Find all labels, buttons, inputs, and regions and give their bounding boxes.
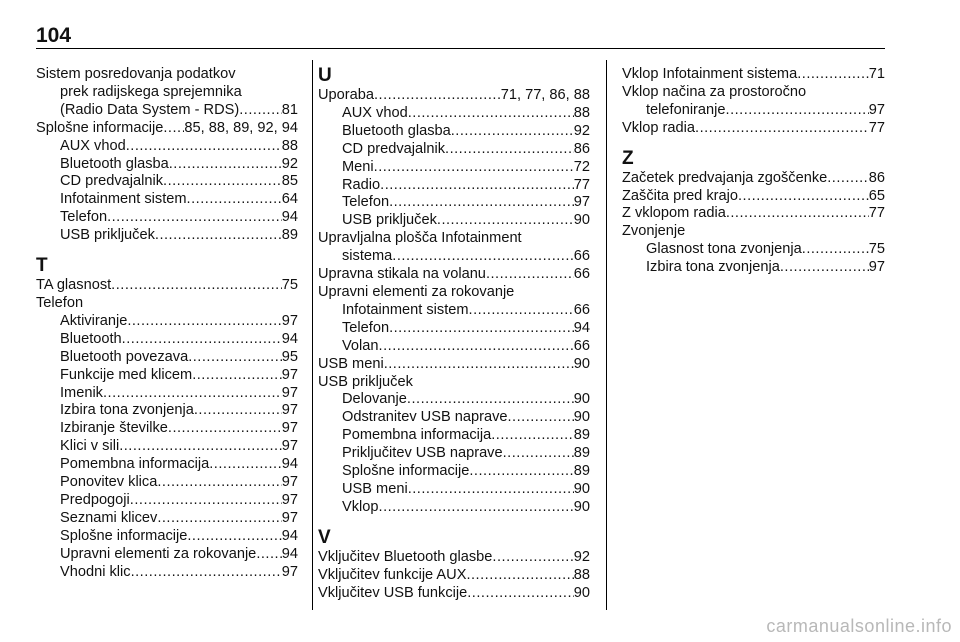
entry-page: 97 (281, 312, 298, 329)
entry-page: 92 (281, 155, 298, 172)
entry-page: 71 (868, 66, 885, 82)
entry-page: 94 (281, 456, 298, 473)
index-entry (622, 170, 885, 188)
entry-text: CD predvajalnik (60, 173, 164, 190)
entry-text: Volan (342, 337, 379, 354)
index-entry (622, 259, 885, 277)
entry-page: 85, 88, 89, 92, 94 (184, 119, 298, 136)
entry-page: 89 (573, 427, 590, 444)
index-entry (622, 66, 885, 84)
index-entry (36, 367, 298, 385)
index-entry (318, 266, 590, 284)
index-entry (36, 191, 298, 209)
entry-text: Vključitev Bluetooth glasbe (318, 548, 493, 565)
index-entry: Sistem posredovanja podatkov (36, 66, 236, 82)
index-entry (622, 102, 885, 120)
index-entry: prek radijskega sprejemnika (60, 83, 242, 100)
entry-page: 90 (573, 391, 590, 408)
entry-page: 88 (573, 104, 590, 121)
entry-page: 90 (573, 355, 590, 372)
entry-text: USB meni (318, 355, 384, 372)
index-entry (36, 510, 298, 528)
entry-text: Vklop (342, 498, 379, 515)
entry-page: 97 (281, 563, 298, 580)
index-entry: Upravljalna plošča Infotainment (318, 230, 522, 247)
entry-text: Vklop radia (622, 119, 696, 136)
index-entry (36, 156, 298, 174)
index-column-2 (318, 66, 590, 602)
index-entry (36, 492, 298, 510)
entry-page: 85 (281, 173, 298, 190)
index-entry: Vklop načina za prostoročno (622, 83, 807, 100)
entry-page: 97 (281, 474, 298, 491)
watermark: carmanualsonline.info (766, 616, 952, 636)
entry-page: 86 (868, 169, 885, 186)
index-entry (36, 277, 298, 295)
entry-page: 90 (573, 409, 590, 426)
index-entry (318, 212, 590, 230)
index-entry (36, 313, 298, 331)
index-entry: Telefon (36, 294, 84, 311)
entry-text: Ponovitev klica (60, 474, 158, 491)
entry-text: Meni (342, 158, 374, 175)
entry-page: 64 (281, 191, 298, 208)
index-entry (318, 320, 590, 338)
entry-page: 88 (573, 566, 590, 583)
entry-page: 94 (281, 527, 298, 544)
entry-text: Izbiranje številke (60, 420, 168, 437)
entry-text: Predpogoji (60, 491, 130, 508)
index-entry (318, 463, 590, 481)
entry-page: 97 (281, 402, 298, 419)
index-entry (318, 123, 590, 141)
entry-text: Infotainment sistem (60, 191, 187, 208)
section-letter: Z (622, 147, 634, 169)
entry-text: Začetek predvajanja zgoščenke (622, 169, 828, 186)
index-column-3 (622, 66, 885, 277)
entry-page: 92 (573, 548, 590, 565)
section-letter: V (318, 526, 331, 548)
entry-page: 94 (281, 330, 298, 347)
entry-page: 97 (281, 509, 298, 526)
index-entry (36, 564, 298, 582)
entry-page: 90 (573, 584, 590, 601)
entry-page: 77 (868, 205, 885, 222)
index-entry (318, 391, 590, 409)
index-entry (36, 349, 298, 367)
entry-page: 75 (281, 277, 298, 294)
entry-text: Bluetooth glasba (342, 122, 451, 139)
index-entry: Upravni elementi za rokovanje (318, 283, 515, 300)
index-entry (318, 409, 590, 427)
index-entry (318, 481, 590, 499)
index-entry (36, 209, 298, 227)
index-entry (318, 585, 590, 603)
entry-text: Splošne informacije (342, 463, 470, 480)
index-entry (36, 546, 298, 564)
entry-text: Bluetooth povezava (60, 348, 189, 365)
entry-text: Imenik (60, 384, 103, 401)
index-entry (36, 102, 298, 120)
entry-page: 90 (573, 480, 590, 497)
entry-page: 77 (573, 176, 590, 193)
column-divider-right (606, 60, 607, 610)
index-entry (318, 445, 590, 463)
entry-text: CD predvajalnik (342, 140, 446, 157)
entry-text: Vklop Infotainment sistema (622, 66, 798, 82)
entry-text: Odstranitev USB naprave (342, 409, 508, 426)
entry-page: 95 (281, 348, 298, 365)
entry-page: 89 (573, 445, 590, 462)
index-entry (318, 159, 590, 177)
entry-page: 97 (573, 194, 590, 211)
entry-page: 89 (281, 227, 298, 244)
index-entry (36, 474, 298, 492)
entry-text: Bluetooth (60, 330, 122, 347)
index-entry (622, 188, 885, 206)
index-entry (318, 427, 590, 445)
page-number: 104 (36, 24, 72, 47)
entry-page: 97 (281, 438, 298, 455)
index-entry (318, 302, 590, 320)
index-entry (36, 331, 298, 349)
index-entry (318, 177, 590, 195)
section-letter: T (36, 255, 48, 277)
entry-text: Splošne informacije (36, 119, 164, 136)
entry-page: 89 (573, 463, 590, 480)
entry-page: 65 (868, 187, 885, 204)
entry-text: USB meni (342, 480, 408, 497)
column-divider-left (312, 60, 313, 610)
entry-page: 92 (573, 122, 590, 139)
entry-text: Izbira tona zvonjenja (60, 402, 194, 419)
entry-text: Aktiviranje (60, 312, 128, 329)
entry-text: AUX vhod (60, 137, 126, 154)
entry-text: AUX vhod (342, 104, 408, 121)
index-entry (36, 227, 298, 245)
entry-text: Glasnost tona zvonjenja (646, 241, 802, 258)
entry-page: 86 (573, 140, 590, 157)
entry-page: 97 (868, 259, 885, 276)
entry-page: 66 (573, 266, 590, 283)
index-entry (36, 402, 298, 420)
entry-text: Z vklopom radia (622, 205, 726, 222)
entry-text: Zaščita pred krajo (622, 187, 738, 204)
entry-page: 77 (868, 119, 885, 136)
index-entry (36, 173, 298, 191)
entry-text: Klici v sili (60, 438, 120, 455)
index-entry (318, 141, 590, 159)
entry-text: Radio (342, 176, 381, 193)
entry-text: Funkcije med klicem (60, 366, 193, 383)
index-entry (36, 420, 298, 438)
entry-page: 90 (573, 212, 590, 229)
entry-page: 71, 77, 86, 88 (500, 87, 590, 103)
entry-page: 97 (868, 101, 885, 118)
index-entry (318, 105, 590, 123)
index-entry (318, 338, 590, 356)
entry-page: 90 (573, 498, 590, 515)
index-entry (622, 205, 885, 223)
index-entry (318, 87, 590, 105)
entry-text: Izbira tona zvonjenja (646, 259, 780, 276)
entry-page: 94 (281, 545, 298, 562)
entry-page: 97 (281, 420, 298, 437)
entry-page: 94 (573, 319, 590, 336)
entry-page: 72 (573, 158, 590, 175)
index-entry (622, 120, 885, 138)
index-entry (318, 356, 590, 374)
entry-text: Pomembna informacija (342, 427, 492, 444)
entry-text: sistema (342, 248, 393, 265)
entry-text: Vključitev USB funkcije (318, 584, 468, 601)
index-entry (36, 528, 298, 546)
entry-text: Vhodni klic (60, 563, 131, 580)
index-entry (36, 120, 298, 138)
index-entry (36, 138, 298, 156)
section-letter: U (318, 65, 332, 86)
entry-text: Infotainment sistem (342, 301, 469, 318)
index-entry (318, 248, 590, 266)
entry-page: 66 (573, 301, 590, 318)
entry-page: 97 (281, 491, 298, 508)
index-entry (318, 567, 590, 585)
entry-text: USB priključek (342, 212, 437, 229)
entry-text: Telefon (342, 194, 390, 211)
entry-text: Upravna stikala na volanu (318, 266, 486, 283)
entry-text: Pomembna informacija (60, 456, 210, 473)
entry-page: 66 (573, 248, 590, 265)
entry-text: TA glasnost (36, 277, 112, 294)
entry-text: Delovanje (342, 391, 407, 408)
entry-page: 75 (868, 241, 885, 258)
entry-text: Telefon (60, 209, 108, 226)
entry-page: 94 (281, 209, 298, 226)
header-rule (36, 48, 885, 49)
entry-page: 88 (281, 137, 298, 154)
index-entry: USB priključek (318, 373, 413, 390)
entry-text: telefoniranje (646, 101, 726, 118)
entry-text: Telefon (342, 319, 390, 336)
entry-page: 97 (281, 384, 298, 401)
entry-text: Seznami klicev (60, 509, 158, 526)
index-entry: Zvonjenje (622, 223, 686, 240)
index-column-1 (36, 66, 298, 581)
entry-text: USB priključek (60, 227, 155, 244)
entry-text: Bluetooth glasba (60, 155, 169, 172)
entry-page: 66 (573, 337, 590, 354)
index-entry (36, 385, 298, 403)
entry-text: Priključitev USB naprave (342, 445, 503, 462)
index-entry (36, 438, 298, 456)
entry-text: Upravni elementi za rokovanje (60, 545, 257, 562)
entry-text: (Radio Data System - RDS) (60, 101, 240, 118)
index-entry (622, 241, 885, 259)
entry-text: Vključitev funkcije AUX (318, 566, 467, 583)
index-entry (318, 499, 590, 517)
entry-text: Splošne informacije (60, 527, 188, 544)
entry-text: Uporaba (318, 87, 374, 103)
entry-page: 81 (281, 101, 298, 118)
index-entry (318, 194, 590, 212)
entry-page: 97 (281, 366, 298, 383)
index-entry (318, 549, 590, 567)
index-entry (36, 456, 298, 474)
